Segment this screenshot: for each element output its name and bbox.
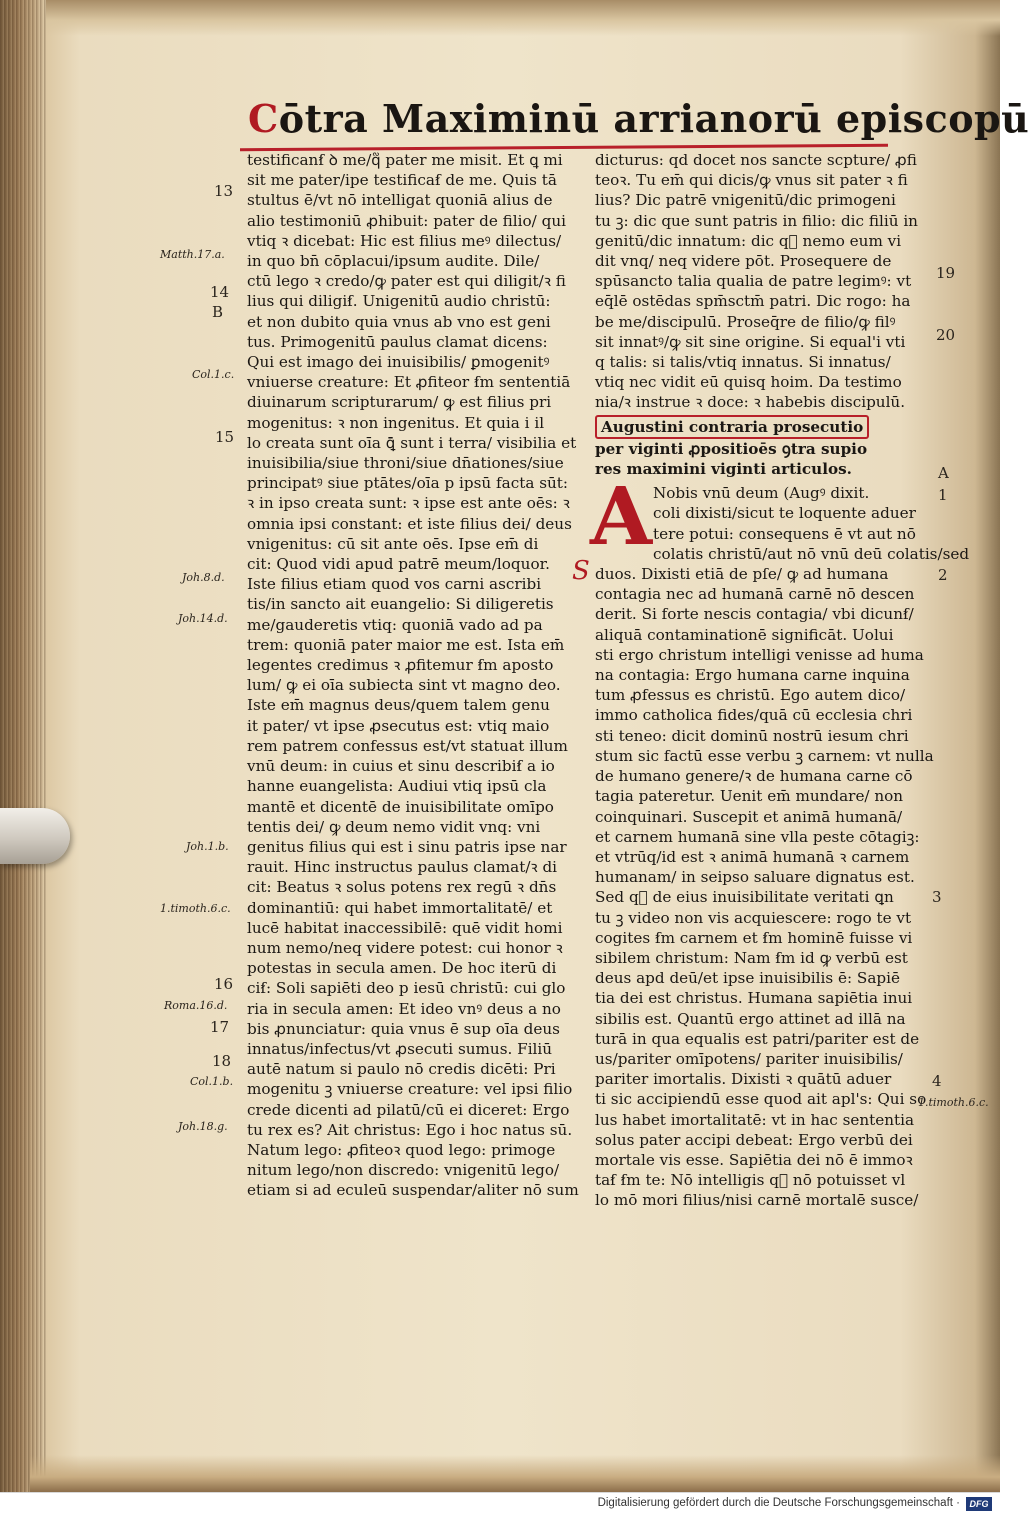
margin-number: 4 <box>932 1072 942 1090</box>
text-line: rem patrem confessus est/vt statuat illum <box>247 736 568 755</box>
text-line: diuinarum scripturarum/ ꝙ est filius pri <box>247 393 552 412</box>
text-line: genitū/dic innatum: dic q᷑ nemo eum vi <box>595 231 902 250</box>
text-line: mogenitus: ꝛ non ingenitus. Et quia i il <box>247 413 545 432</box>
text-line: be me/discipulū. Proseq̄re de filio/ꝙ filꝰ <box>595 312 896 331</box>
text-line: dominantiū: qui habet immortalitatē/ et <box>247 898 553 917</box>
text-line: ti sic accipiendū esse quod ait apl's: Qui so <box>595 1090 927 1109</box>
text-line: dicturus: qd docet nos sancte scpture/ ꝓfi <box>595 151 917 169</box>
text-line: autē natum si paulo nō credis dicēti: Pri <box>247 1060 556 1079</box>
text-line: aliquā contaminationē significāt. Uolui <box>595 625 894 644</box>
text-line: mogenitu ꝫ vniuerse creature: vel ipsi filio <box>247 1080 573 1099</box>
text-line: crede dicenti ad pilatū/cū ei diceret: Ergo <box>247 1100 570 1119</box>
text-line: tis/in sancto ait euangelio: Si diligeretis <box>247 595 554 614</box>
text-line: Iste em̄ magnus deus/quem talem genu <box>247 696 550 715</box>
margin-letter: B <box>212 303 224 321</box>
text-line: lo mō mori filius/nisi carnē mortalē susce/ <box>595 1191 919 1210</box>
left-text-column <box>247 150 579 1201</box>
text-line: et non dubito quia vnus ab vno est geni <box>247 312 551 331</box>
text-line: num nemo/neq videre potest: cui honor ꝛ <box>247 938 563 957</box>
text-line: tu ꝫ video non vis acquiescere: rogo te vt <box>595 908 912 927</box>
margin-number: 18 <box>212 1052 232 1070</box>
page-top-shadow <box>46 0 1000 36</box>
text-line: vnigenitus: cū sit ante oēs. Ipse em̄ di <box>247 534 539 553</box>
margin-letter: A <box>938 464 949 482</box>
text-line: nia/ꝛ instrue ꝛ doce: ꝛ habebis discipulū. <box>595 393 906 412</box>
text-line: sibilem christum: Nam ẜm id ꝙ verbū est <box>595 948 908 967</box>
text-line: lum/ ꝙ ei oīa subiecta sint vt magno deo. <box>247 676 561 695</box>
margin-reference: Roma.16.d. <box>164 999 228 1012</box>
text-line: legentes credimus ꝛ ꝓfitemur ẜm aposto <box>247 656 554 675</box>
text-line: lucē habitat inaccessibilē: quē vidit homi <box>247 918 563 937</box>
text-line: eq̄lē ostēdas spm̄sctm̄ patri. Dic rogo: ha <box>595 292 911 311</box>
text-line: Sed q᷑ de eius inuisibilitate veritati ꝗn <box>595 888 894 907</box>
text-line: sit innatꝰ/ꝙ sit sine origine. Si equal'i vti <box>595 332 906 351</box>
header-initial: C <box>248 96 279 141</box>
rubric-line: res maximini viginti articulos. <box>595 460 852 479</box>
text-line: coli dixisti/sicut te loquente aduer <box>653 504 916 523</box>
page-edge-stack <box>0 0 46 1492</box>
margin-number: 19 <box>936 264 956 282</box>
text-line: deus apd deū/et ipse inuisibilis ē: Sapiē <box>595 969 900 988</box>
text-line: q talis: si talis/vtiq innatus. Si innatus/ <box>595 353 891 372</box>
text-line: tu rex es? Ait christus: Ego i hoc natus sū. <box>247 1120 573 1139</box>
text-line: na contagia: Ergo humana carne inquina <box>595 666 910 685</box>
text-line: innatus/infectus/vt ꝓsecuti sumus. Filiū <box>247 1039 553 1058</box>
margin-reference: 1.timoth.6.c. <box>918 1096 989 1109</box>
margin-reference: Col.1.b. <box>190 1075 234 1088</box>
text-line: in quo bn̄ cōplacui/ipsum audite. Dile/ <box>247 252 540 271</box>
text-line: taẜ ẜm te: Nō intelligis q᷑ nō potuisset vl <box>595 1171 906 1190</box>
footer-bar <box>0 1492 1000 1515</box>
text-line: coinquinari. Suscepit et animā humanā/ <box>595 807 903 826</box>
page-bottom-shadow <box>30 1455 1000 1492</box>
margin-reference: Col.1.c. <box>192 368 235 381</box>
text-line: Nobis vnū deum (Augꝰ dixit. <box>653 484 870 503</box>
text-line: et vtrūq/id est ꝛ animā humanā ꝛ carnem <box>595 847 910 866</box>
text-line: derit. Si forte nescis contagia/ vbi dicunẜ/ <box>595 605 914 624</box>
margin-number: 17 <box>210 1018 230 1036</box>
text-line: Natum lego: ꝓfiteoꝛ quod lego: primoge <box>247 1140 556 1159</box>
text-line: tia dei est christus. Humana sapiētia inui <box>595 989 913 1008</box>
text-line: tus. Primogenitū paulus clamat dicens: <box>247 332 548 351</box>
text-line: tagia pateretur. Uenit em̄ mundare/ non <box>595 787 904 806</box>
text-line: mantē et dicentē de inuisibilitate omīpo <box>247 797 554 816</box>
text-line: solus pater accipi debeat: Ergo verbū dei <box>595 1130 913 1149</box>
margin-reference: 1.timoth.6.c. <box>160 902 231 915</box>
text-line: trem: quoniā pater maior me est. Ista em̄ <box>247 635 565 654</box>
text-line: vtiq ꝛ dicebat: Hic est filius meꝰ dilectus/ <box>247 231 562 250</box>
text-line: bis ꝓnunciatur: quia vnus ē sup oīa deus <box>247 1019 560 1038</box>
text-line: turā in qua equalis est patri/pariter est de <box>595 1029 920 1048</box>
text-line: omnia ipsi constant: et iste filius dei/ deus <box>247 514 572 533</box>
text-line: ciẜ: Soli sapiēti deo p iesū christū: cui glo <box>247 979 566 998</box>
text-line: etiam si ad eculeū suspendar/aliter nō sum <box>247 1181 579 1200</box>
margin-reference: Matth.17.a. <box>160 248 225 261</box>
text-line: cogites ẜm carnem et ẜm hominē fuisse vi <box>595 928 913 947</box>
text-line: nitum lego/non discredo: vnigenitū lego/ <box>247 1161 560 1180</box>
margin-number: 2 <box>938 566 948 584</box>
text-line: lius qui diligiẜ. Unigenitū audio christū: <box>247 292 551 311</box>
text-line: lus habet imortalitatē: vt in hac sententia <box>595 1110 915 1129</box>
text-line: testificanẜ ꝺ me/q᷑ pater me misit. Et ꝗ mi <box>247 151 563 169</box>
text-line: Iste filius etiam quod vos carni ascribi <box>247 575 542 594</box>
text-line: tum ꝓfessus es christū. Ego autem dico/ <box>595 686 906 705</box>
text-line: lius? Dic patrē vnigenitū/dic primogeni <box>595 191 896 210</box>
rubric-line: per viginti ꝓpositioēs ꝯtra supio <box>595 439 868 458</box>
margin-number: 1 <box>938 486 948 504</box>
margin-reference: Joh.1.b. <box>186 840 229 853</box>
text-line: cit: Quod vidi apud patrē meum/loquor. <box>247 555 550 574</box>
text-line: vnū deum: in cuius et sinu describiẜ a io <box>247 757 555 776</box>
margin-number: 15 <box>215 428 235 446</box>
text-line: tere potui: consequens ē vt aut nō <box>653 524 916 543</box>
text-line: et carnem humanā sine vlla peste cōtagiꝫ: <box>595 827 920 846</box>
text-line: me/gauderetis vtiq: quoniā vado ad pa <box>247 615 543 634</box>
text-line: ctū lego ꝛ credo/ꝙ pater est qui diligit/ꝛ fi <box>247 272 566 291</box>
text-line: principatꝰ siue ptātes/oīa p ipsū facta sūt: <box>247 474 569 493</box>
text-line: duos. Dixisti etiā de pſe/ ꝙ ad humana <box>595 565 889 584</box>
text-line: Qui est imago dei inuisibilis/ ꝑmogenitꝰ <box>247 353 550 372</box>
text-line: alio testimoniū ꝓhibuit: pater de filio/ qui <box>247 211 566 230</box>
text-line: stum sic factū esse verbu ꝫ carnem: vt nulla <box>595 746 934 765</box>
text-line: vtiq nec vidit eū quisq hoim. Da testimo <box>595 373 902 392</box>
text-line: tentis dei/ ꝙ deum nemo vidit vnq: vni <box>247 817 541 836</box>
text-line: contagia nec ad humanā carnē nō descen <box>595 585 915 604</box>
margin-number: 16 <box>214 975 234 993</box>
text-line: colatis christū/aut nō vnū deū colatis/sed <box>653 544 970 563</box>
text-line: spūsancto talia qualia de patre legimꝰ: vt <box>595 272 912 291</box>
text-line: cit: Beatus ꝛ solus potens rex regū ꝛ dn̄s <box>247 878 557 897</box>
text-line: humanam/ in seipso saluare dignatus est. <box>595 868 915 887</box>
text-line: sit me pater/ipe testificaẜ de me. Quis tā <box>247 171 557 190</box>
text-line: it pater/ vt ipse ꝓsecutus est: vtiq maio <box>247 716 550 735</box>
text-line: ria in secula amen: Et ideo vnꝰ deus a no <box>247 999 561 1018</box>
header-text: ōtra Maximinū arrianorū episcopū <box>278 96 1029 141</box>
text-line: teoꝛ. Tu em̄ qui dicis/ꝙ vnus sit pater ꝛ fi <box>595 171 908 190</box>
text-line: sti teneo: dicit dominū nostrū iesum chri <box>595 726 909 745</box>
text-line: inuisibilia/siue throni/siue dn̄ationes/siue <box>247 454 564 473</box>
text-line: immo catholica fides/quā cū ecclesia chri <box>595 706 913 725</box>
text-line: ꝛ in ipso creata sunt: ꝛ ipse est ante oēs: ꝛ <box>247 494 570 513</box>
text-line: us/pariter omīpotens/ pariter inuisibilis/ <box>595 1049 903 1068</box>
text-line: stultus ē/vt nō intelligat quoniā alius de <box>247 191 553 210</box>
margin-number: 13 <box>214 182 234 200</box>
text-line: pariter imortalis. Dixisti ꝛ quātū aduer <box>595 1070 892 1089</box>
text-line: potestas in secula amen. De hoc iterū di <box>247 959 557 978</box>
margin-number: 14 <box>210 283 230 301</box>
margin-reference: Joh.14.d. <box>178 612 228 625</box>
red-dropcap: A <box>590 469 653 563</box>
text-line: dit vnq/ neq videre pōt. Prosequere de <box>595 252 892 271</box>
rubric-line: Augustini contraria prosecutio <box>595 415 869 439</box>
text-line: sibilis est. Quantū ergo attinet ad illā na <box>595 1009 906 1028</box>
running-header <box>248 96 1029 141</box>
text-line: lo creata sunt oīa ꝗ̄ sunt i terra/ visibilia et <box>247 433 577 452</box>
text-line: de humano genere/ꝛ de humana carne cō <box>595 767 913 786</box>
text-line: hanne euangelista: Audiui vtiq ipsū cla <box>247 777 547 796</box>
margin-number: 20 <box>936 326 956 344</box>
text-line: tu ꝫ: dic que sunt patris in filio: dic filiū in <box>595 211 918 230</box>
text-line: vniuerse creature: Et ꝓfiteor ẜm sententiā <box>247 373 571 392</box>
text-line: genitus filius qui est i sinu patris ipse nar <box>247 837 567 856</box>
book-clamp <box>0 808 70 864</box>
footer-credit: Digitalisierung gefördert durch die Deutsche Forschungsgemeinschaft · <box>597 1497 960 1509</box>
text-line: rauit. Hinc instructus paulus clamat/ꝛ di <box>247 858 558 877</box>
text-line: sti ergo christum intelligi venisse ad huma <box>595 645 924 664</box>
red-paragraph-mark: S <box>572 556 590 586</box>
dfg-logo: DFG <box>966 1497 992 1511</box>
margin-number: 3 <box>932 888 942 906</box>
margin-reference: Joh.8.d. <box>182 571 225 584</box>
text-line: mortale vis esse. Sapiētia dei nō ē immoꝛ <box>595 1150 913 1169</box>
margin-reference: Joh.18.g. <box>178 1120 228 1133</box>
